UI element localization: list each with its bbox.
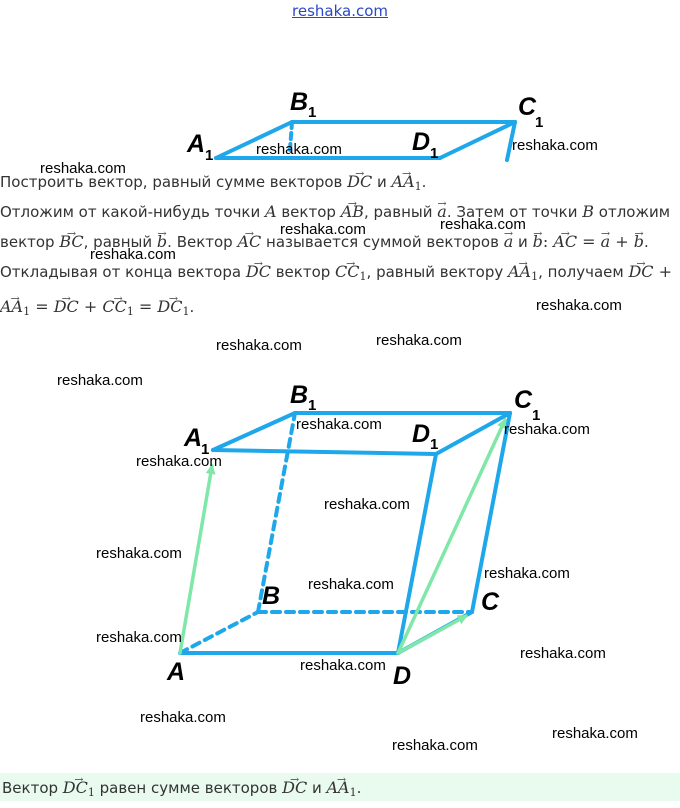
explanation-vector-sum: Отложим от какой-нибудь точки A вектор → AB, равный → a. Затем от точки B отложим вектор → BC, равный → b. Вектор → AC называется суммой векторов → a и → b: → AC = → a + → b.	[0, 197, 678, 257]
edge-a1-d1	[213, 450, 436, 454]
watermark: reshaka.com	[536, 297, 622, 314]
edge-c-c1	[472, 413, 510, 612]
label-b1: B	[290, 88, 309, 116]
svg-text:1: 1	[535, 114, 544, 131]
answer-line: Вектор → $DC_1$ равен сумме векторов → DC $и \to AA_1$.	[0, 773, 680, 801]
label-d: D	[393, 662, 412, 690]
watermark: reshaka.com	[140, 709, 226, 726]
edge-d1-d	[398, 454, 436, 653]
label-c1: C	[514, 386, 533, 414]
watermark: reshaka.com	[280, 221, 366, 238]
watermark: reshaka.com	[96, 629, 182, 646]
vector-aa1	[180, 466, 212, 653]
label-d1: D	[412, 128, 431, 156]
svg-text:1: 1	[308, 397, 317, 414]
watermark: reshaka.com	[484, 565, 570, 582]
svg-text:1: 1	[308, 104, 317, 121]
svg-text:1: 1	[201, 441, 210, 458]
watermark: reshaka.com	[136, 453, 222, 470]
watermark: reshaka.com	[296, 416, 382, 433]
label-c1: C	[518, 93, 537, 121]
watermark: reshaka.com	[520, 645, 606, 662]
label-d1: D	[412, 420, 431, 448]
label-c: C	[481, 588, 500, 616]
task-statement: Построить вектор, равный сумме векторов → DC $и \to AA_1$.	[0, 167, 678, 202]
watermark: reshaka.com	[57, 372, 143, 389]
label-a1: A	[187, 130, 206, 158]
edge-d1-c1	[440, 122, 515, 158]
watermark: reshaka.com	[300, 657, 386, 674]
watermark: reshaka.com	[216, 337, 302, 354]
watermark: reshaka.com	[504, 421, 590, 438]
label-b1: B	[290, 381, 309, 409]
edge-a-b-dashed	[180, 612, 258, 653]
watermark: reshaka.com	[96, 545, 182, 562]
label-a1: A	[184, 424, 203, 452]
watermark: reshaka.com	[552, 725, 638, 742]
watermark: reshaka.com	[512, 137, 598, 154]
svg-text:1: 1	[430, 436, 439, 453]
explanation-solution: Откладывая от конца вектора → DC вектор → $CC_1$, равный вектору → $AA_1$, получаем → DC + → $AA_1$ = → DC + → $CC_1$ = → $DC_1$.	[0, 257, 678, 327]
watermark: reshaka.com	[256, 141, 342, 158]
watermark: reshaka.com	[324, 496, 410, 513]
watermark: reshaka.com	[376, 332, 462, 349]
watermark: reshaka.com	[392, 737, 478, 754]
label-a: A	[167, 658, 186, 686]
svg-text:1: 1	[430, 145, 439, 162]
watermark: reshaka.com	[90, 246, 176, 263]
watermark: reshaka.com	[40, 160, 126, 177]
edge-b1-a1	[213, 413, 295, 450]
watermark: reshaka.com	[308, 576, 394, 593]
watermark: reshaka.com	[440, 216, 526, 233]
svg-text:1: 1	[532, 407, 541, 424]
site-link[interactable]: reshaka.com	[292, 2, 388, 20]
svg-text:1: 1	[205, 147, 214, 164]
label-b: B	[262, 582, 281, 610]
